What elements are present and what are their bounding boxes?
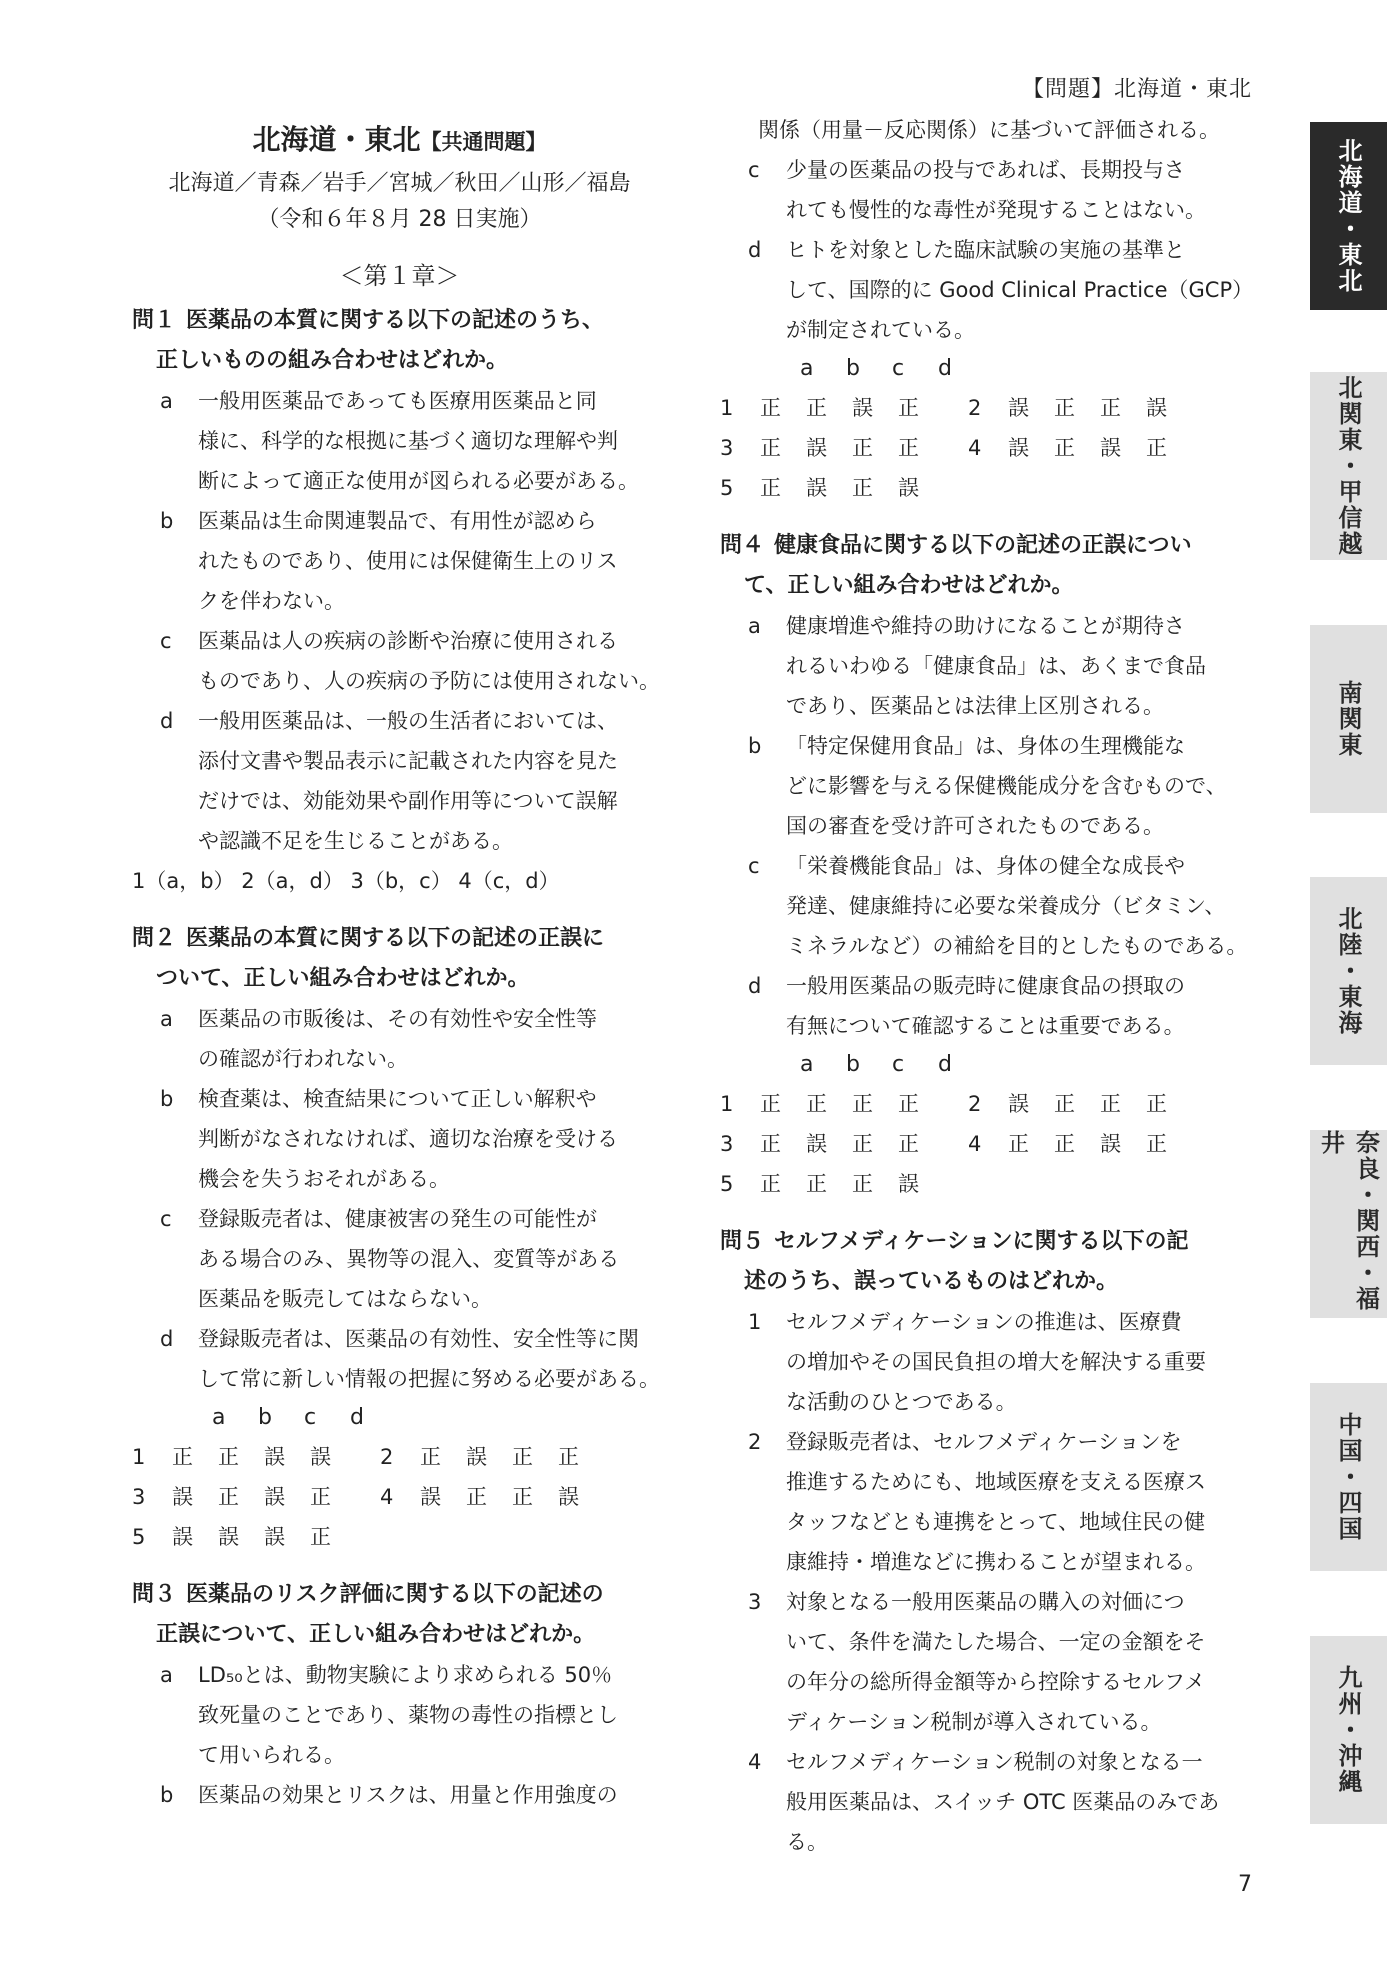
- answer-row: [132, 1477, 667, 1517]
- question-2: [132, 919, 667, 1557]
- item-line: 添付文書や製品表示に記載された内容を見た: [198, 749, 618, 773]
- answer-cell: 誤: [1008, 396, 1029, 420]
- item-line: 検査薬は、検査結果について正しい解釈や: [198, 1087, 597, 1111]
- statement-item: [748, 230, 1255, 350]
- answer-cell: 正: [420, 1445, 441, 1469]
- region-tab-kitakanto-koshinetsu[interactable]: 北関東・甲信越: [1310, 372, 1387, 560]
- answer-cell: 正: [760, 1172, 781, 1196]
- item-line: タッフなどとも連携をとって、地域住民の健: [786, 1510, 1206, 1534]
- item-label: 3: [748, 1590, 762, 1614]
- item-line: 健康増進や維持の助けになることが期待さ: [786, 614, 1185, 638]
- answer-cell: 正: [172, 1445, 193, 1469]
- item-line: れたものであり、使用には保健衛生上のリス: [198, 549, 618, 573]
- answer-cell: 正: [898, 396, 919, 420]
- item-line: れても慢性的な毒性が発現することはない。: [786, 198, 1206, 222]
- answer-cell: 正: [1146, 436, 1167, 460]
- item-line: 医薬品は人の疾病の診断や治療に使用される: [198, 629, 618, 653]
- answer-cell: 正: [218, 1445, 239, 1469]
- statement-item: [748, 846, 1255, 966]
- item-line: 判断がなされなければ、適切な治療を受ける: [198, 1127, 618, 1151]
- answer-cell: 正: [1146, 1092, 1167, 1116]
- question-number: 問１: [132, 308, 177, 333]
- item-label: 4: [748, 1750, 762, 1774]
- answer-row: [720, 1084, 1255, 1124]
- statement-item: [748, 726, 1255, 846]
- item-line: クを伴わない。: [198, 589, 345, 613]
- item-line: LD₅₀とは、動物実験により求められる 50％: [198, 1663, 613, 1687]
- answer-cell: 誤: [264, 1485, 285, 1509]
- question-text: 正しいものの組み合わせはどれか。: [156, 348, 509, 373]
- item-line: 康維持・増進などに携わることが望まれる。: [786, 1550, 1206, 1574]
- statement-item: [160, 381, 667, 501]
- column-label: a: [212, 1405, 226, 1430]
- statement-item: [160, 1775, 667, 1815]
- item-line: どに影響を与える保健機能成分を含むもので、: [786, 774, 1227, 798]
- answer-number: 5: [132, 1525, 146, 1549]
- item-label: b: [160, 509, 174, 533]
- answer-row: [720, 428, 1255, 468]
- item-line: 「栄養機能食品」は、身体の健全な成長や: [786, 854, 1185, 878]
- item-line: 登録販売者は、セルフメディケーションを: [786, 1430, 1182, 1454]
- answer-cell: 誤: [852, 396, 873, 420]
- answer-number: 1: [720, 396, 734, 420]
- item-label: d: [160, 709, 174, 733]
- question-number: 問５: [720, 1229, 765, 1254]
- answer-row: [720, 1124, 1255, 1164]
- item-label: b: [160, 1783, 174, 1807]
- answer-cell: 誤: [806, 476, 827, 500]
- item-line: いて、条件を満たした場合、一定の金額をそ: [786, 1630, 1206, 1654]
- item-label: d: [160, 1327, 174, 1351]
- item-label: b: [748, 734, 762, 758]
- item-label: c: [748, 158, 760, 182]
- statement-item: [160, 701, 667, 861]
- item-line: な活動のひとつである。: [786, 1390, 1017, 1414]
- item-label: a: [160, 389, 173, 413]
- answer-number: 5: [720, 476, 734, 500]
- question-stem: [132, 301, 667, 381]
- item-label: 1: [748, 1310, 762, 1334]
- question-4: [720, 526, 1255, 1204]
- answer-table: [720, 350, 1255, 508]
- question-text: 健康食品に関する以下の記述の正誤につい: [774, 533, 1192, 558]
- answer-cell: 正: [1146, 1132, 1167, 1156]
- prefectures: 北海道／青森／岩手／宮城／秋田／山形／福島: [168, 171, 631, 196]
- continued-line: 関係（用量－反応関係）に基づいて評価される。: [758, 118, 1220, 142]
- question-stem: [720, 526, 1255, 606]
- statement-item: [160, 1319, 667, 1399]
- column-label: c: [892, 1052, 905, 1077]
- answer-table-header: [800, 350, 1255, 388]
- item-line: ミネラルなど）の補給を目的としたものである。: [786, 934, 1248, 958]
- answer-number: 1: [720, 1092, 734, 1116]
- item-line: 発達、健康維持に必要な栄養成分（ビタミン、: [786, 894, 1226, 918]
- question-text: ついて、正しい組み合わせはどれか。: [156, 966, 530, 991]
- column-label: c: [892, 356, 905, 381]
- section-title-tag: 【共通問題】: [420, 130, 547, 154]
- answer-cell: 正: [806, 396, 827, 420]
- answer-row: [720, 1164, 1255, 1204]
- answer-number: 3: [132, 1485, 146, 1509]
- answer-cell: 誤: [1008, 1092, 1029, 1116]
- question-text: 医薬品のリスク評価に関する以下の記述の: [186, 1582, 604, 1607]
- statement-item: [160, 999, 667, 1079]
- question-text: セルフメディケーションに関する以下の記: [774, 1229, 1189, 1254]
- answer-cell: 誤: [264, 1445, 285, 1469]
- answer-cell: 誤: [1146, 396, 1167, 420]
- answer-table: [720, 1046, 1255, 1204]
- item-line: 対象となる一般用医薬品の購入の対価につ: [786, 1590, 1185, 1614]
- answer-number: 4: [380, 1485, 394, 1509]
- question-text: 医薬品の本質に関する以下の記述の正誤に: [186, 926, 605, 951]
- answer-cell: 誤: [310, 1445, 331, 1469]
- answer-cell: 正: [512, 1485, 533, 1509]
- answer-cell: 正: [1008, 1132, 1029, 1156]
- answer-cell: 誤: [806, 1132, 827, 1156]
- item-line: 登録販売者は、医薬品の有効性、安全性等に関: [198, 1327, 639, 1351]
- answer-cell: 正: [806, 1092, 827, 1116]
- answer-cell: 正: [852, 436, 873, 460]
- column-label: d: [938, 356, 952, 381]
- item-line: ディケーション税制が導入されている。: [786, 1710, 1162, 1734]
- item-line: 医薬品を販売してはならない。: [198, 1287, 492, 1311]
- answer-options: 1（a，b） 2（a，d） 3（b，c） 4（c，d）: [132, 869, 560, 893]
- item-line: ヒトを対象とした臨床試験の実施の基準と: [786, 238, 1185, 262]
- item-line: であり、医薬品とは法律上区別される。: [786, 694, 1164, 718]
- answer-row: [132, 1517, 667, 1557]
- item-line: 国の審査を受け許可されたものである。: [786, 814, 1164, 838]
- answer-cell: 正: [760, 476, 781, 500]
- answer-cell: 正: [310, 1525, 331, 1549]
- region-tab-nara-kansai-fukui[interactable]: 奈良・関西・福井: [1310, 1130, 1387, 1318]
- region-tab-kyushu-okinawa[interactable]: 九州・沖縄: [1310, 1636, 1387, 1824]
- column-label: d: [938, 1052, 952, 1077]
- item-label: d: [748, 974, 762, 998]
- region-tab-hokkaido-tohoku[interactable]: 北海道・東北: [1310, 122, 1387, 310]
- answer-row: [720, 468, 1255, 508]
- item-label: a: [748, 614, 761, 638]
- answer-cell: 正: [760, 396, 781, 420]
- item-line: 少量の医薬品の投与であれば、長期投与さ: [786, 158, 1185, 182]
- answer-number: 4: [968, 436, 982, 460]
- item-line: 推進するためにも、地域医療を支える医療ス: [786, 1470, 1206, 1494]
- item-label: c: [748, 854, 760, 878]
- item-line: 一般用医薬品は、一般の生活者においては、: [198, 709, 618, 733]
- statement-item: [748, 1582, 1255, 1742]
- answer-cell: 誤: [1100, 436, 1121, 460]
- statement-item: [748, 1742, 1255, 1862]
- answer-cell: 正: [852, 476, 873, 500]
- answer-cell: 正: [760, 1132, 781, 1156]
- item-line: して常に新しい情報の把握に努める必要がある。: [198, 1367, 660, 1391]
- question-text: て、正しい組み合わせはどれか。: [744, 573, 1074, 598]
- answer-cell: 正: [558, 1445, 579, 1469]
- item-label: 2: [748, 1430, 762, 1454]
- item-line: 「特定保健用食品」は、身体の生理機能な: [786, 734, 1185, 758]
- question-5: [720, 1222, 1255, 1862]
- question-stem: [132, 1575, 667, 1655]
- answer-cell: 誤: [466, 1445, 487, 1469]
- answer-number: 3: [720, 436, 734, 460]
- chapter-heading: ＜第１章＞: [339, 262, 460, 290]
- answer-cell: 正: [466, 1485, 487, 1509]
- item-line: 一般用医薬品の販売時に健康食品の摂取の: [786, 974, 1185, 998]
- column-label: d: [350, 1405, 364, 1430]
- column-label: b: [846, 1052, 860, 1077]
- answer-number: 3: [720, 1132, 734, 1156]
- statement-item: [748, 966, 1255, 1046]
- section-title-main: 北海道・東北: [252, 123, 421, 156]
- statement-item: [160, 621, 667, 701]
- answer-row: [132, 1437, 667, 1477]
- answer-cell: 誤: [806, 436, 827, 460]
- answer-row: [720, 388, 1255, 428]
- answer-cell: 正: [1054, 1092, 1075, 1116]
- item-line: が制定されている。: [786, 318, 975, 342]
- right-column: [720, 118, 1255, 1862]
- statement-item: [748, 606, 1255, 726]
- item-label: d: [748, 238, 762, 262]
- answer-cell: 正: [898, 436, 919, 460]
- answer-cell: 誤: [1100, 1132, 1121, 1156]
- answer-cell: 誤: [264, 1525, 285, 1549]
- statement-item: [160, 1079, 667, 1199]
- answer-cell: 正: [760, 1092, 781, 1116]
- answer-number: 2: [968, 1092, 982, 1116]
- question-1: [132, 301, 667, 901]
- answer-number: 2: [968, 396, 982, 420]
- answer-cell: 正: [1100, 396, 1121, 420]
- page-header: 【問題】北海道・東北: [1021, 77, 1252, 102]
- item-label: a: [160, 1007, 173, 1031]
- statement-item: [748, 1422, 1255, 1582]
- answer-table-header: [212, 1399, 667, 1437]
- item-label: b: [160, 1087, 174, 1111]
- answer-cell: 誤: [218, 1525, 239, 1549]
- answer-cell: 誤: [1008, 436, 1029, 460]
- answer-cell: 正: [898, 1132, 919, 1156]
- item-line: 様に、科学的な根拠に基づく適切な理解や判: [198, 429, 618, 453]
- question-stem: [720, 1222, 1255, 1302]
- item-line: 登録販売者は、健康被害の発生の可能性が: [198, 1207, 597, 1231]
- question-text: 正誤について、正しい組み合わせはどれか。: [156, 1622, 596, 1647]
- answer-cell: 正: [310, 1485, 331, 1509]
- item-line: 医薬品の効果とリスクは、用量と作用強度の: [198, 1783, 618, 1807]
- answer-cell: 正: [852, 1172, 873, 1196]
- item-line: や認識不足を生じることがある。: [198, 829, 513, 853]
- answer-cell: 正: [1100, 1092, 1121, 1116]
- region-tab-hokuriku-tokai[interactable]: 北陸・東海: [1310, 877, 1387, 1065]
- answer-cell: 正: [898, 1092, 919, 1116]
- item-line: だけでは、効能効果や副作用等について誤解: [198, 789, 618, 813]
- statement-item: [160, 1655, 667, 1775]
- answer-cell: 正: [1054, 396, 1075, 420]
- column-label: b: [846, 356, 860, 381]
- item-line: 有無について確認することは重要である。: [786, 1014, 1185, 1038]
- page-number: 7: [1238, 1872, 1252, 1897]
- exam-date: （令和６年８月 28 日実施）: [257, 207, 542, 232]
- left-column: [132, 118, 667, 1815]
- answer-number: 4: [968, 1132, 982, 1156]
- question-stem: [132, 919, 667, 999]
- item-line: ある場合のみ、異物等の混入、変質等がある: [198, 1247, 620, 1271]
- item-line: れるいわゆる「健康食品」は、あくまで食品: [786, 654, 1206, 678]
- item-line: て用いられる。: [198, 1743, 345, 1767]
- answer-cell: 誤: [420, 1485, 441, 1509]
- statement-item: [748, 150, 1255, 230]
- region-tab-chugoku-shikoku[interactable]: 中国・四国: [1310, 1383, 1387, 1571]
- answer-table: [132, 1399, 667, 1557]
- question-number: 問４: [720, 533, 765, 558]
- column-label: a: [800, 1052, 814, 1077]
- item-line: 医薬品は生命関連製品で、有用性が認めら: [198, 509, 597, 533]
- item-line: して、国際的に Good Clinical Practice（GCP）: [786, 278, 1254, 302]
- column-label: c: [304, 1405, 317, 1430]
- question-number: 問２: [132, 926, 177, 951]
- item-label: c: [160, 1207, 172, 1231]
- item-line: 一般用医薬品であっても医療用医薬品と同: [198, 389, 597, 413]
- answer-cell: 正: [852, 1092, 873, 1116]
- answer-number: 5: [720, 1172, 734, 1196]
- section-title: [132, 118, 667, 158]
- column-label: a: [800, 356, 814, 381]
- item-line: セルフメディケーション税制の対象となる一: [786, 1750, 1203, 1774]
- item-line: 断によって適正な使用が図られる必要がある。: [198, 469, 639, 493]
- answer-cell: 誤: [898, 1172, 919, 1196]
- column-label: b: [258, 1405, 272, 1430]
- question-number: 問３: [132, 1582, 177, 1607]
- answer-table-header: [800, 1046, 1255, 1084]
- answer-cell: 正: [1054, 1132, 1075, 1156]
- item-line: の増加やその国民負担の増大を解決する重要: [786, 1350, 1206, 1374]
- answer-cell: 誤: [558, 1485, 579, 1509]
- item-line: の確認が行われない。: [198, 1047, 408, 1071]
- item-line: 医薬品の市販後は、その有効性や安全性等: [198, 1007, 597, 1031]
- statement-item: [748, 1302, 1255, 1422]
- answer-cell: 誤: [172, 1525, 193, 1549]
- answer-cell: 正: [806, 1172, 827, 1196]
- item-line: セルフメディケーションの推進は、医療費: [786, 1310, 1182, 1334]
- item-label: a: [160, 1663, 173, 1687]
- answer-cell: 誤: [898, 476, 919, 500]
- answer-cell: 誤: [172, 1485, 193, 1509]
- item-line: 機会を失うおそれがある。: [198, 1167, 450, 1191]
- question-text: 述のうち、誤っているものはどれか。: [744, 1269, 1119, 1294]
- item-line: の年分の総所得金額等から控除するセルフメ: [786, 1670, 1206, 1694]
- answer-cell: 正: [760, 436, 781, 460]
- answer-number: 2: [380, 1445, 394, 1469]
- item-line: ものであり、人の疾病の予防には使用されない。: [198, 669, 660, 693]
- item-line: 般用医薬品は、スイッチ OTC 医薬品のみである。: [786, 1790, 1220, 1854]
- question-3: [132, 1575, 667, 1815]
- region-tab-minamikanto[interactable]: 南関東: [1310, 625, 1387, 813]
- answer-cell: 正: [1054, 436, 1075, 460]
- answer-cell: 正: [852, 1132, 873, 1156]
- answer-cell: 正: [218, 1485, 239, 1509]
- item-label: c: [160, 629, 172, 653]
- question-text: 医薬品の本質に関する以下の記述のうち、: [186, 308, 605, 333]
- statement-item: [160, 1199, 667, 1319]
- statement-item: [160, 501, 667, 621]
- answer-number: 1: [132, 1445, 146, 1469]
- answer-cell: 正: [512, 1445, 533, 1469]
- item-line: 致死量のことであり、薬物の毒性の指標とし: [198, 1703, 618, 1727]
